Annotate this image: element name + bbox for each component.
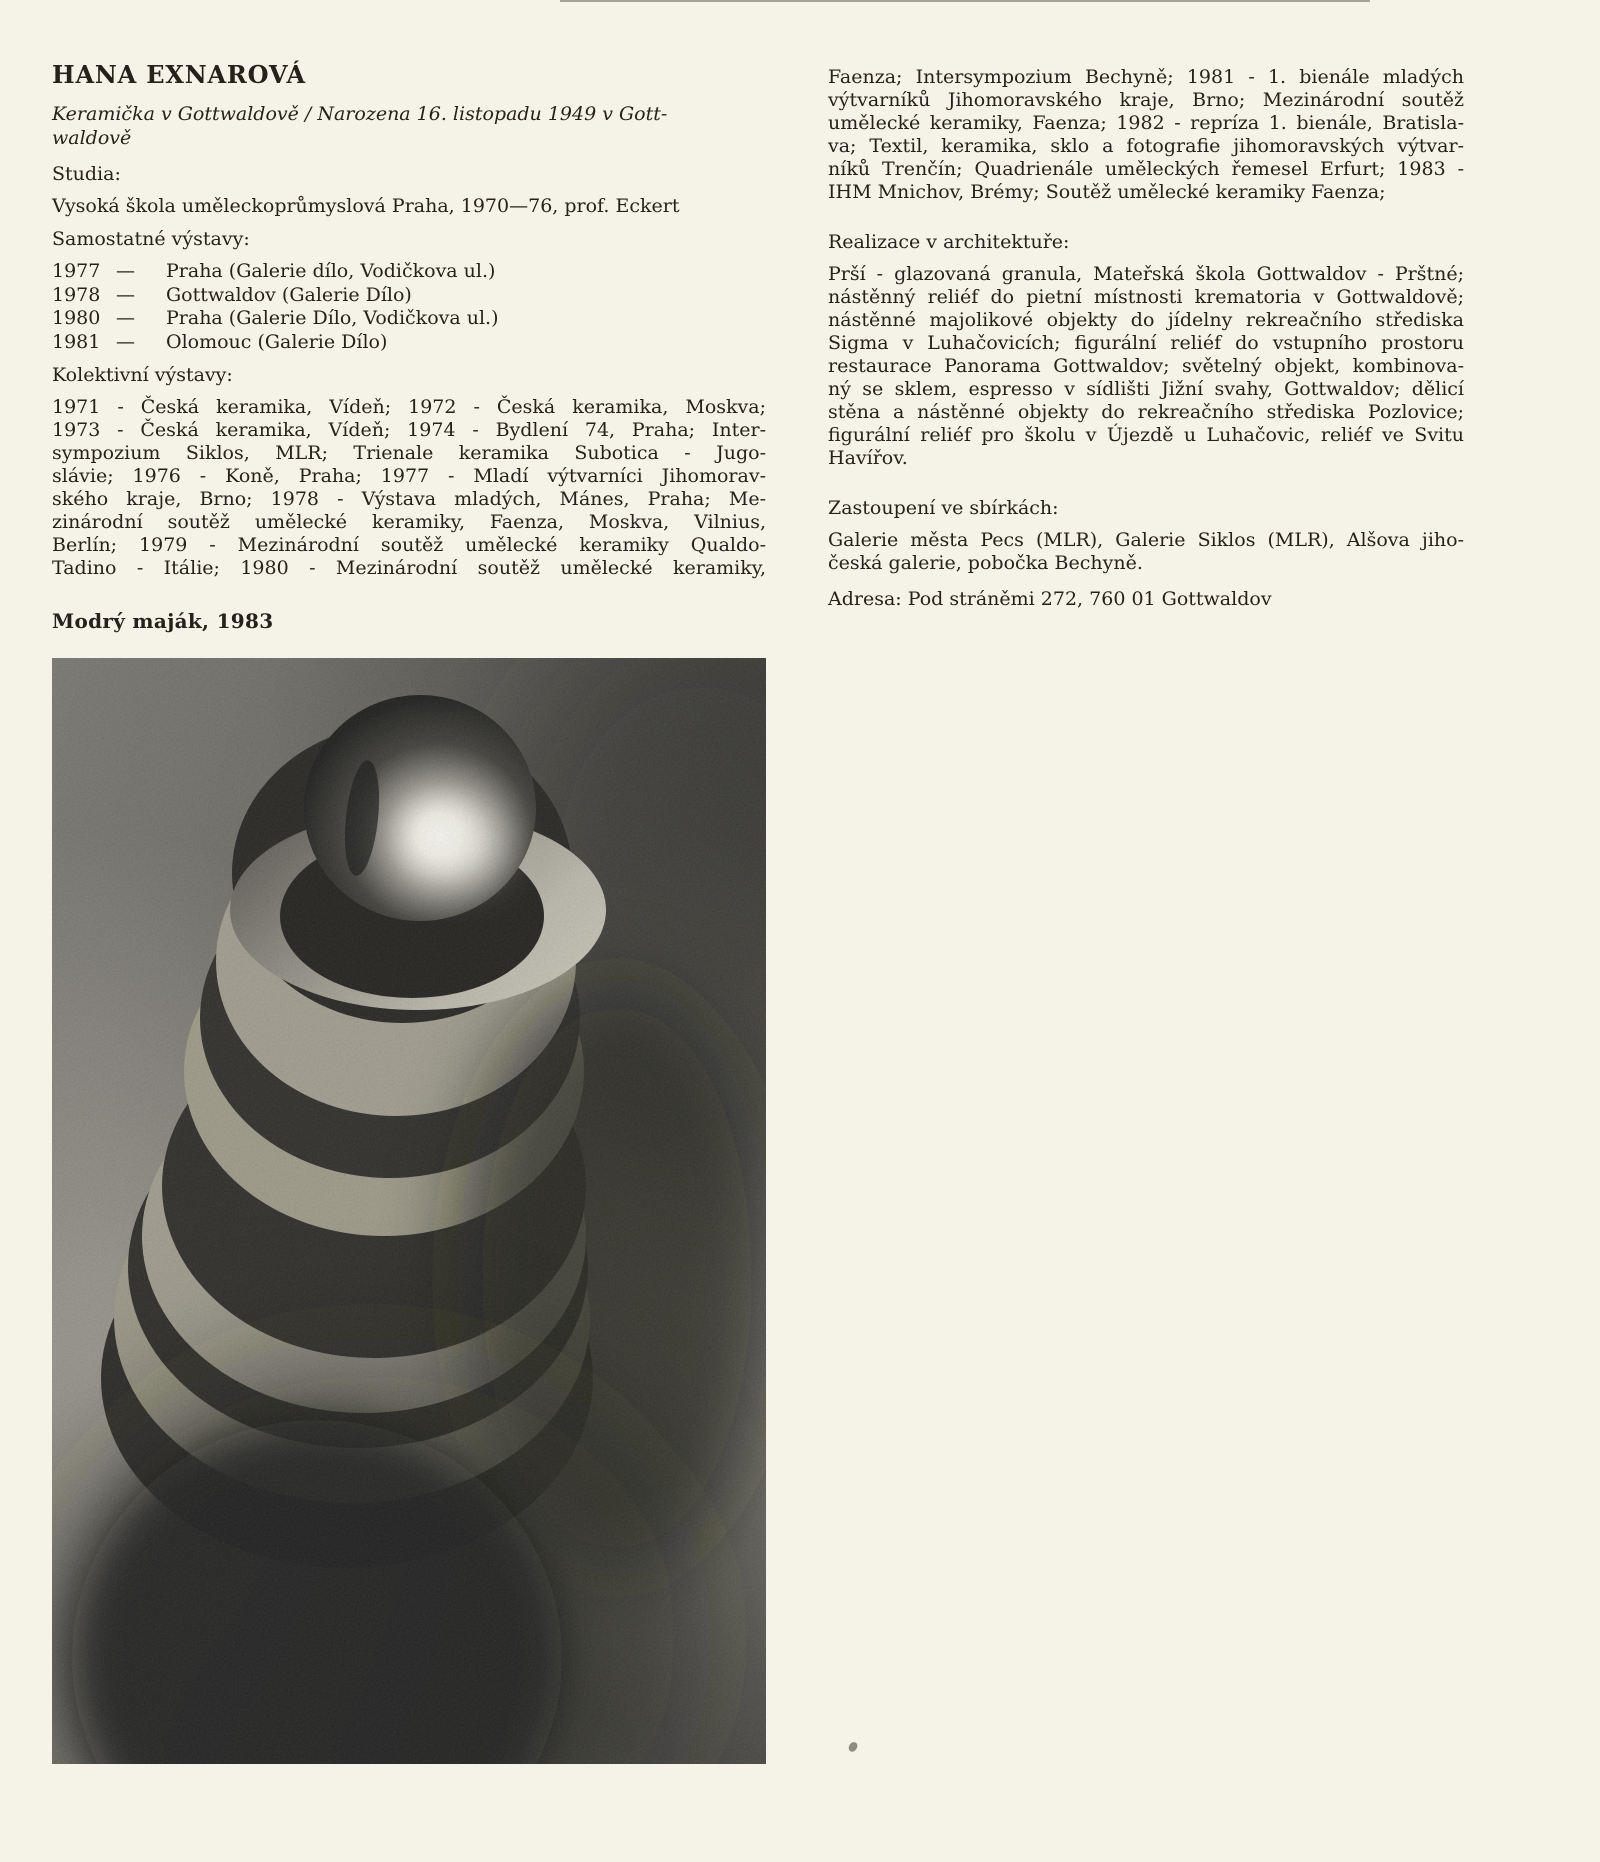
exhibition-row: [52, 331, 766, 355]
studies-text: [52, 195, 766, 218]
exhibition-dash: —: [116, 307, 135, 329]
text-line: Galerie města Pecs (MLR), Galerie Siklos (MLR), Alšova jiho-: [828, 529, 1464, 551]
text-line: níků Trenčín; Quadrienále uměleckých řemesel Erfurt; 1983 -: [828, 158, 1464, 180]
exhibition-year: 1977: [52, 260, 101, 282]
section-label-studies: Studia:: [52, 163, 121, 185]
film-grain-overlay: [52, 658, 766, 1764]
exhibition-venue: Praha (Galerie Dílo, Vodičkova ul.): [166, 307, 499, 329]
exhibition-dash: —: [116, 283, 135, 306]
text-line: va; Textil, keramika, sklo a fotografie jihomoravských výtvar-: [828, 135, 1464, 157]
text-line: figurální reliéf pro školu v Újezdě u Luhačovic, reliéf ve Svitu: [828, 424, 1464, 446]
text-line: umělecké keramiky, Faenza; 1982 - repríza 1. bienále, Bratisla-: [828, 112, 1464, 134]
exhibition-row: [52, 284, 766, 308]
text-line: zinárodní soutěž umělecké keramiky, Faenza, Moskva, Vilnius,: [52, 511, 766, 533]
exhibition-venue: Olomouc (Galerie Dílo): [166, 330, 388, 353]
text-line: IHM Mnichov, Brémy; Soutěž umělecké keramiky Faenza;: [828, 181, 1386, 203]
section-label-collections: Zastoupení ve sbírkách:: [828, 497, 1059, 519]
artwork-photo: [52, 658, 766, 1764]
artist-bio: [52, 102, 766, 150]
exhibition-year: 1981: [52, 330, 101, 353]
text-line: výtvarníků Jihomoravského kraje, Brno; Mezinárodní soutěž: [828, 89, 1464, 111]
scan-edge-artifact: [560, 0, 1370, 2]
solo-exhibition-list: [52, 260, 766, 354]
exhibition-dash: —: [116, 260, 135, 282]
text-line: Vysoká škola uměleckoprůmyslová Praha, 1970—76, prof. Eckert: [52, 195, 680, 217]
exhibition-row: [52, 260, 766, 284]
section-label-group-exhibitions: Kolektivní výstavy:: [52, 364, 233, 386]
text-line: stěna a nástěnné objekty do rekreačního střediska Pozlovice;: [828, 401, 1464, 423]
exhibition-venue: Gottwaldov (Galerie Dílo): [166, 283, 412, 306]
address-line: Adresa: Pod stráněmi 272, 760 01 Gottwaldov: [828, 588, 1272, 610]
text-line: Berlín; 1979 - Mezinárodní soutěž umělecké keramiky Qualdo-: [52, 534, 766, 556]
collections-text: [828, 529, 1464, 575]
text-line: Faenza; Intersympozium Bechyně; 1981 - 1. bienále mladých: [828, 66, 1464, 88]
artwork-caption: Modrý maják, 1983: [52, 609, 274, 633]
text-line: nástěnné majolikové objekty do jídelny rekreačního střediska: [828, 309, 1464, 331]
exhibition-year: 1978: [52, 283, 101, 306]
text-line: Havířov.: [828, 447, 908, 469]
architecture-text: [828, 263, 1464, 470]
text-line: sympozium Siklos, MLR; Trienale keramika Subotica - Jugo-: [52, 442, 766, 464]
text-line: Prší - glazovaná granula, Mateřská škola Gottwaldov - Prštné;: [828, 263, 1464, 285]
exhibition-dash: —: [116, 330, 135, 353]
text-line: nástěnný reliéf do pietní místnosti krematoria v Gottwaldově;: [828, 286, 1464, 308]
text-line: ný se sklem, espresso v sídlišti Jižní svahy, Gottwaldov; dělicí: [828, 378, 1464, 400]
group-exhibitions-text: [52, 396, 766, 580]
left-column: [52, 60, 766, 1764]
text-line: Keramička v Gottwaldově / Narozena 16. listopadu 1949 v Gott-: [52, 103, 668, 125]
exhibition-year: 1980: [52, 307, 101, 329]
text-line: 1971 - Česká keramika, Vídeň; 1972 - Česká keramika, Moskva;: [52, 396, 766, 418]
scan-speck-artifact: [847, 1741, 858, 1753]
text-line: restaurace Panorama Gottwaldov; světelný objekt, kombinova-: [828, 355, 1464, 377]
section-label-solo-exhibitions: Samostatné výstavy:: [52, 228, 250, 250]
group-exhibitions-continued-text: [828, 66, 1464, 204]
artist-name: HANA EXNAROVÁ: [52, 60, 306, 89]
text-line: slávie; 1976 - Koně, Praha; 1977 - Mladí výtvarníci Jihomorav-: [52, 465, 766, 487]
text-line: 1973 - Česká keramika, Vídeň; 1974 - Bydlení 74, Praha; Inter-: [52, 419, 766, 441]
text-line: ského kraje, Brno; 1978 - Výstava mladých, Mánes, Praha; Me-: [52, 488, 766, 510]
text-line: Sigma v Luhačovicích; figurální reliéf do vstupního prostoru: [828, 332, 1464, 354]
section-label-architecture: Realizace v architektuře:: [828, 231, 1070, 253]
exhibition-venue: Praha (Galerie dílo, Vodičkova ul.): [166, 260, 496, 282]
exhibition-row: [52, 307, 766, 331]
text-line: Tadino - Itálie; 1980 - Mezinárodní soutěž umělecké keramiky,: [52, 557, 766, 579]
text-line: česká galerie, pobočka Bechyně.: [828, 552, 1143, 574]
right-column: [828, 66, 1464, 611]
text-line: waldově: [52, 127, 132, 149]
